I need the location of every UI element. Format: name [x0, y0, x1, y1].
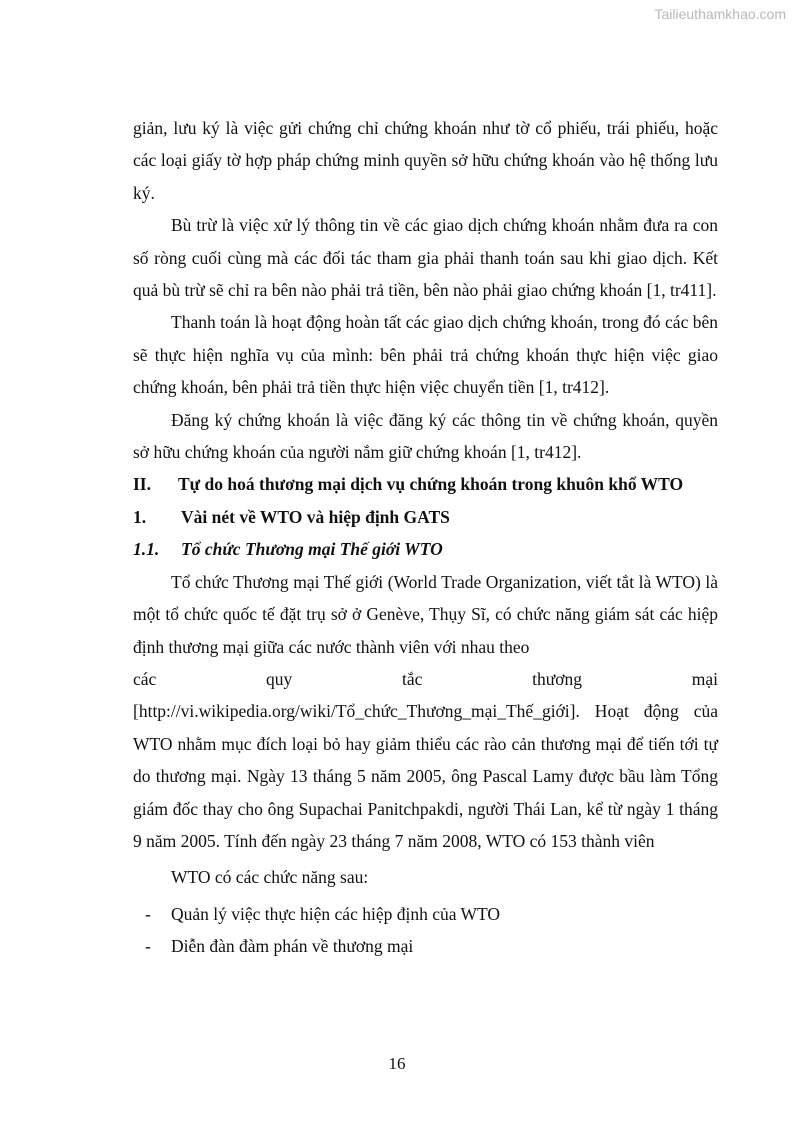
word: tắc [402, 668, 423, 689]
word: thương [532, 668, 582, 689]
word: mại [691, 668, 718, 689]
watermark: Tailieuthamkhao.com [654, 6, 786, 22]
page-number: 16 [388, 1054, 406, 1073]
paragraph-clearing: Bù trừ là việc xử lý thông tin về các giao dịch chứng khoán nhằm đưa ra con số ròng cuối cùng mà các đối tác tham gia phải thanh toán sau khi giao dịch. Kết quả bù trừ sẽ chỉ ra bên nào phải trả tiền, bên nào phải giao chứng khoán [1, tr411]. [133, 215, 718, 301]
subsection-number: 1. [133, 506, 147, 527]
list-item-text: Diễn đàn đàm phán về thương mại [171, 936, 414, 957]
subsection-heading-1-1 [133, 533, 718, 565]
subsubsection-title: Tổ chức Thương mại Thế giới WTO [181, 539, 443, 560]
list-item-text: Quản lý việc thực hiện các hiệp định của WTO [171, 903, 501, 924]
word: các [133, 668, 157, 689]
list-item [133, 898, 718, 930]
list-item [133, 930, 718, 962]
word: quy [266, 668, 293, 689]
subsection-heading-1 [133, 501, 718, 533]
paragraph-custody: giản, lưu ký là việc gửi chứng chỉ chứng khoán như tờ cổ phiếu, trái phiếu, hoặc các loại giấy tờ hợp pháp chứng minh quyền sở hữu chứng khoán vào hệ thống lưu ký. [133, 118, 718, 203]
paragraph-wto-details: [http://vi.wikipedia.org/wiki/Tổ_chức_Thương_mại_Thế_giới]. Hoạt động của WTO nhằm mục đích loại bỏ hay giảm thiểu các rào cản thương mại để tiến tới tự do thương mại. Ngày 13 tháng 5 năm 2005, ông Pascal Lamy được bầu làm Tổng giám đốc thay cho ông Supachai Panitchpakdi, người Thái Lan, kể từ ngày 1 tháng 9 năm 2005. Tính đến ngày 23 tháng 7 năm 2008, WTO có 153 thành viên [133, 701, 718, 851]
paragraph-registration: Đăng ký chứng khoán là việc đăng ký các thông tin về chứng khoán, quyền sở hữu chứng khoán của người nắm giữ chứng khoán [1, tr412]. [133, 409, 718, 463]
subsection-title: Vài nét về WTO và hiệp định GATS [181, 506, 450, 527]
paragraph-wto-intro: Tổ chức Thương mại Thế giới (World Trade Organization, viết tắt là WTO) là một tổ chức quốc tế đặt trụ sở ở Genève, Thụy Sĩ, có chức năng giám sát các hiệp định thương mại giữa các nước thành viên với nhau theo [133, 571, 718, 657]
section-heading-ii [133, 468, 718, 500]
document-body [133, 112, 718, 963]
dash-bullet: - [145, 936, 151, 957]
justified-line [133, 663, 718, 695]
paragraph-settlement: Thanh toán là hoạt động hoàn tất các giao dịch chứng khoán, trong đó các bên sẽ thực hiện nghĩa vụ của mình: bên phải trả chứng khoán thực hiện việc giao chứng khoán, bên phải trả tiền thực hiện việc chuyển tiền [1, tr412]. [133, 312, 718, 398]
section-number: II. [133, 474, 151, 495]
subsubsection-number: 1.1. [133, 539, 160, 560]
paragraph-wto-functions: WTO có các chức năng sau: [171, 867, 369, 888]
section-title: Tự do hoá thương mại dịch vụ chứng khoán trong khuôn khổ WTO [178, 474, 684, 495]
dash-bullet: - [145, 903, 151, 924]
